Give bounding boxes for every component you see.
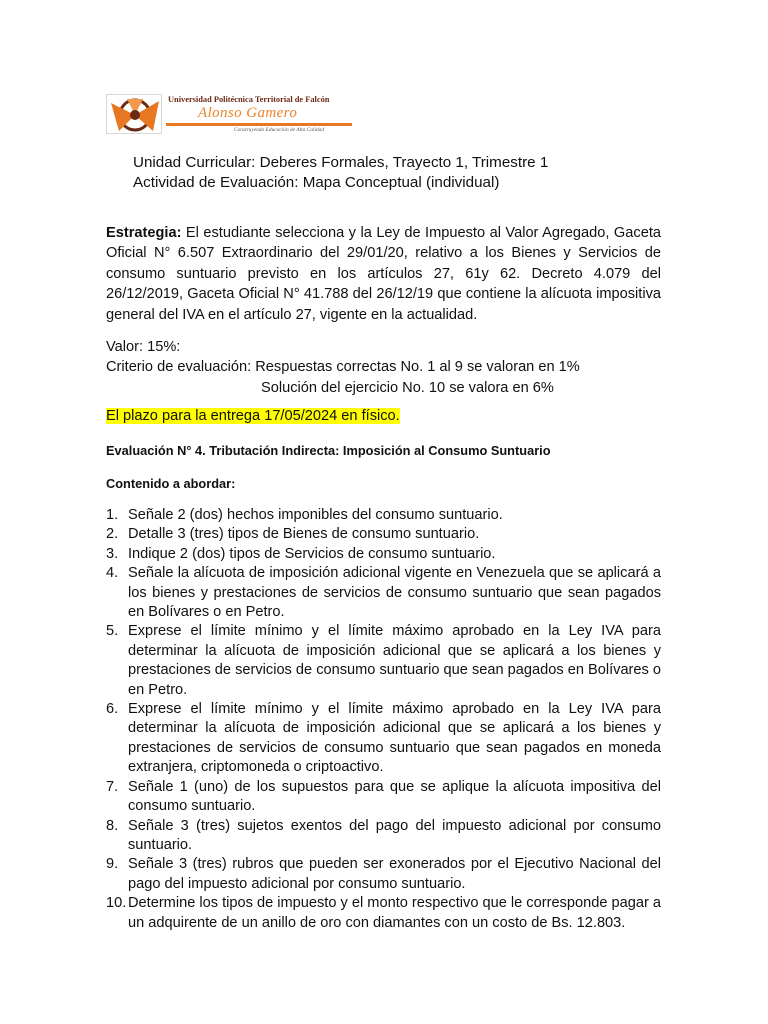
evaluation-title: Evaluación N° 4. Tributación Indirecta: Imposición al Consumo Suntuario [106,443,551,458]
question-list [106,506,661,933]
criterion-line: Criterio de evaluación: Respuestas correctas No. 1 al 9 se valoran en 1% [106,359,580,376]
value-line: Valor: 15%: [106,339,181,355]
question-text: Exprese el límite mínimo y el límite máximo aprobado en la Ley IVA para determinar la alícuota de imposición adicional que se aplicará a los bienes y prestaciones de servicios de consumo suntuario que sean pagados en moneda extranjera, criptomoneda o criptoactivo. [128,701,661,776]
deadline-notice [106,406,400,426]
content-label: Contenido a abordar: [106,476,236,491]
question-text: Exprese el límite mínimo y el límite máximo aprobado en la Ley IVA para determinar la alícuota de imposición adicional que se aplicará a los bienes y prestaciones de servicios de consumo suntuario que sean pagados en Bolívares o en Petro. [128,623,661,698]
question-item [106,855,661,894]
question-text: Indique 2 (dos) tipos de Servicios de consumo suntuario. [128,545,496,562]
question-text: Señale 3 (tres) rubros que pueden ser exonerados por el Ejecutivo Nacional del pago del impuesto adicional por consumo suntuario. [128,856,661,892]
activity-line: Actividad de Evaluación: Mapa Conceptual (individual) [133,174,500,191]
question-number: 7. [106,778,119,795]
question-number: 9. [106,856,119,873]
question-item [106,817,661,856]
question-number: 5. [106,623,119,640]
course-header [133,153,548,193]
question-number: 4. [106,565,119,582]
question-text: Señale 3 (tres) sujetos exentos del pago del impuesto adicional por consumo suntuario. [128,817,661,853]
strategy-label: Estrategia: [106,225,182,241]
question-number: 8. [106,817,119,834]
logo-emblem-icon [106,94,162,134]
logo-institution-name: Alonso Gamero [198,105,298,121]
logo-slogan: Construyendo Educación de Alta Calidad [234,127,325,133]
logo-underline [166,123,352,126]
question-number: 2. [106,526,119,543]
question-item [106,545,661,564]
question-item [106,700,661,778]
deadline-text: El plazo para la entrega 17/05/2024 en físico. [106,408,400,424]
question-item [106,622,661,700]
question-item [106,778,661,817]
question-item [106,894,661,933]
question-number: 3. [106,545,119,562]
university-logo [106,94,352,134]
unit-line: Unidad Curricular: Deberes Formales, Trayecto 1, Trimestre 1 [133,154,549,171]
question-text: Detalle 3 (tres) tipos de Bienes de consumo suntuario. [128,526,480,543]
question-text: Señale la alícuota de imposición adicional vigente en Venezuela que se aplicará a los bienes y prestaciones de servicios de consumo suntuario que sean pagados en Bolívares o en Petro. [128,565,661,621]
question-number: 10. [106,895,127,912]
question-item [106,525,661,544]
question-number: 1. [106,507,119,523]
question-text: Determine los tipos de impuesto y el monto respectivo que le corresponde pagar a un adquirente de un anillo de oro con diamantes con un costo de Bs. 12.803. [128,895,661,931]
question-text: Señale 1 (uno) de los supuestos para que se aplique la alícuota impositiva del consumo suntuario. [128,778,661,815]
question-item [106,564,661,622]
strategy-text: El estudiante selecciona y la Ley de Impuesto al Valor Agregado, Gaceta Oficial N° 6.507 Extraordinario del 29/01/20, relativo a los Bienes y Servicios de consumo suntuario previsto en los artículos 27, 61y 62. Decreto 4.079 del 26/12/2019, Gaceta Oficial N° 41.788 del 26/12/19 que contiene la alícuota impositiva general del IVA en el artículo 27, vigente en la actualidad. [106,225,661,323]
evaluation-criteria [106,337,580,398]
question-text: Señale 2 (dos) hechos imponibles del consumo suntuario. [128,507,503,523]
solution-line: Solución del ejercicio No. 10 se valora en 6% [261,379,554,396]
strategy-paragraph [106,223,661,325]
logo-university-name: Universidad Politécnica Territorial de Falcón [168,95,330,104]
question-number: 6. [106,701,119,718]
question-item [106,506,661,525]
